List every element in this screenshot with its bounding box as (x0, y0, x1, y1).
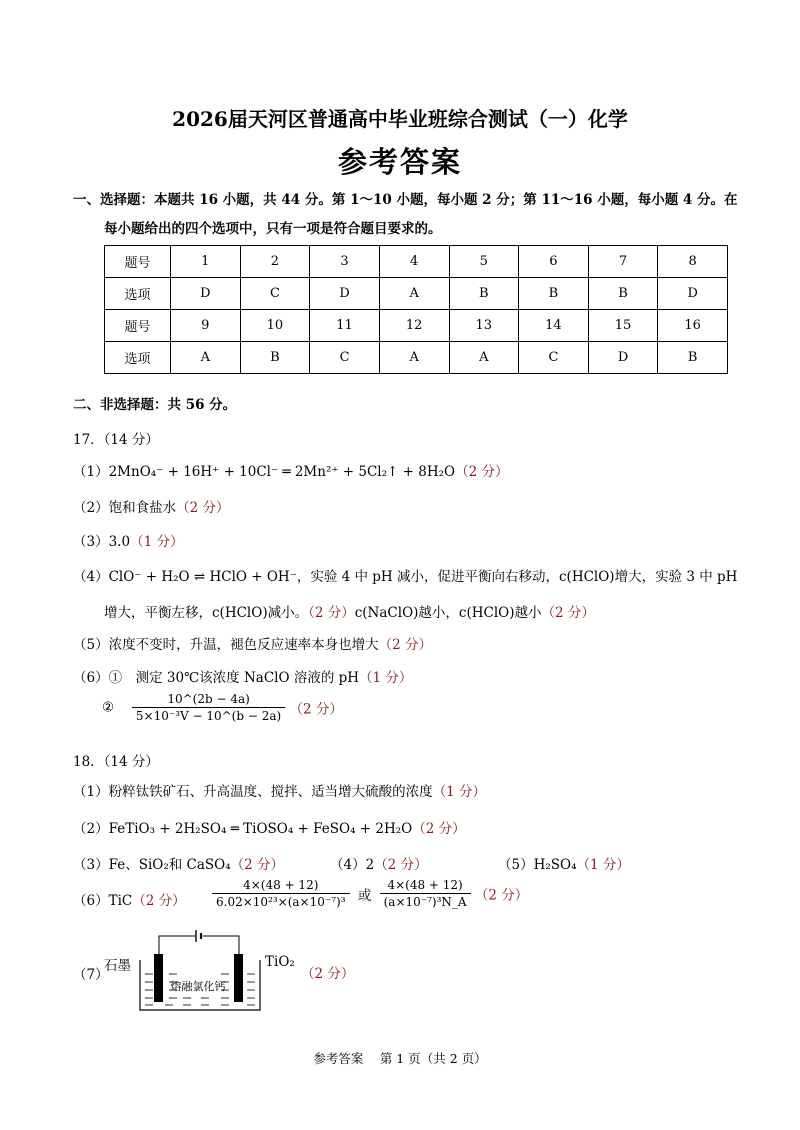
equation: FeTiO₃ + 2H₂SO₄ ═ TiOSO₄ + FeSO₄ + 2H₂O (108, 821, 413, 837)
table-row (105, 342, 728, 374)
answer-text: Fe、SiO₂和 CaSO₄ (108, 857, 231, 873)
fraction (132, 692, 285, 723)
circled-number: ② (102, 699, 115, 716)
score: （2 分） (474, 887, 529, 904)
q17-part1 (73, 460, 508, 480)
section1-instructions-line2: 每小题给出的四个选项中，只有一项是符合题目要求的。 (104, 221, 442, 237)
score: （1 分） (130, 534, 184, 550)
table-cell: 6 (519, 246, 589, 278)
q17-heading: 17．（14 分） (73, 432, 159, 448)
q18-heading: 18．（14 分） (73, 754, 159, 770)
electrolysis-cell-diagram (135, 924, 265, 1016)
table-row (105, 246, 728, 278)
score: （2 分） (308, 605, 355, 621)
part-label: （5） (498, 857, 534, 873)
denominator: (a×10⁻⁷)³N_A (383, 895, 467, 909)
q17-part5 (73, 633, 432, 653)
q17-part4-line1 (73, 565, 737, 585)
part-label: （3） (73, 534, 109, 550)
numerator: 4×(48 + 12) (380, 878, 471, 894)
q18-part2 (73, 817, 466, 837)
table-cell: 9 (171, 310, 241, 342)
table-cell: 8 (658, 246, 728, 278)
table-cell: D (658, 278, 728, 310)
score: （2 分） (374, 857, 428, 873)
or-text: 或 (357, 887, 372, 904)
table-cell: D (310, 278, 380, 310)
table-cell: D (171, 278, 241, 310)
part-label: （2） (73, 500, 109, 516)
part-label: （1） (73, 464, 109, 480)
table-cell: 16 (658, 310, 728, 342)
table-cell: 2 (240, 246, 310, 278)
page-title: 2026届天河区普通高中毕业班综合测试（一）化学 (172, 107, 628, 131)
melt-label: 熔融氯化钙 (170, 980, 226, 993)
equation: 2MnO₄⁻ + 16H⁺ + 10Cl⁻ ═ 2Mn²⁺ + 5Cl₂↑ + 8H₂O (108, 464, 456, 480)
table-cell: A (449, 342, 519, 374)
table-cell: 14 (519, 310, 589, 342)
numerator: 10^(2b − 4a) (132, 692, 285, 708)
table-cell: 选项 (105, 278, 171, 310)
q18-part6-label (73, 889, 186, 909)
answer-text: 测定 30℃该浓度 NaClO 溶液的 pH (135, 670, 360, 686)
score: （2 分） (455, 464, 509, 480)
part-label: （6） (73, 670, 109, 686)
tio2-electrode (234, 954, 243, 1002)
q17-part6-1 (73, 666, 412, 686)
denominator: 5×10⁻³V − 10^(b − 2a) (135, 709, 282, 723)
q17-part4-line2 (104, 601, 595, 621)
numerator: 4×(48 + 12) (212, 878, 350, 894)
page-subtitle: 参考答案 (337, 145, 462, 179)
answer-text: TiC (108, 893, 133, 909)
table-cell: C (519, 342, 589, 374)
label-tio2: TiO₂ (265, 954, 295, 970)
q18-part6-formulas (212, 878, 528, 909)
answer-text: 增大，平衡左移，c(HClO)减小。 (104, 605, 309, 621)
part-label: （6） (73, 893, 109, 909)
circled-number: ① (108, 670, 123, 686)
section1-instructions-line1: 一、选择题：本题共 16 小题，共 44 分。第 1～10 小题，每小题 2 分；第 11～16 小题，每小题 4 分。在 (73, 192, 738, 208)
table-cell: A (379, 342, 449, 374)
table-cell: 11 (310, 310, 380, 342)
score: （2 分） (412, 821, 466, 837)
table-cell: B (449, 278, 519, 310)
score: （1 分） (576, 857, 630, 873)
part-label: （4） (330, 857, 366, 873)
part-label: （1） (73, 784, 109, 800)
score: （2 分） (301, 966, 355, 982)
answer-text: 3.0 (108, 534, 131, 550)
answer-text: H₂SO₄ (533, 857, 577, 873)
score: （1 分） (432, 784, 486, 800)
score: （2 分） (230, 857, 285, 873)
table-cell: 选项 (105, 342, 171, 374)
answer-table (104, 245, 728, 374)
q18-part4 (330, 853, 428, 873)
table-row (105, 310, 728, 342)
section2-heading: 二、非选择题：共 56 分。 (73, 397, 237, 413)
table-cell: A (171, 342, 241, 374)
table-cell: B (658, 342, 728, 374)
score: （2 分） (176, 500, 230, 516)
table-cell: 7 (588, 246, 658, 278)
table-cell: A (379, 278, 449, 310)
graphite-electrode (154, 954, 163, 1002)
table-cell: 12 (379, 310, 449, 342)
answer-text: c(NaClO)越小，c(HClO)越小 (354, 605, 542, 621)
answer-text: 2 (365, 857, 375, 873)
answer-text: 饱和食盐水 (108, 500, 177, 516)
q18-part3 (73, 853, 284, 873)
score: （1 分） (359, 670, 413, 686)
table-cell: 10 (240, 310, 310, 342)
table-cell: 题号 (105, 246, 171, 278)
part-label: （3） (73, 857, 109, 873)
fraction (212, 878, 350, 909)
table-cell: C (240, 278, 310, 310)
part-label: （2） (73, 821, 109, 837)
q18-part5 (498, 853, 630, 873)
table-cell: 1 (171, 246, 241, 278)
table-cell: D (588, 342, 658, 374)
score: （2 分） (132, 893, 186, 909)
answer-text: ClO⁻ + H₂O ⇌ HClO + OH⁻，实验 4 中 pH 减小，促进平衡向右移动，c(HClO)增大，实验 3 中 pH (108, 569, 738, 585)
score: （2 分） (289, 701, 343, 718)
fraction (380, 878, 471, 909)
part-label: （5） (73, 637, 109, 653)
answer-text: 浓度不变时，升温，褪色反应速率本身也增大 (108, 637, 379, 653)
q18-part7-label: （7） (73, 967, 109, 983)
table-cell: 15 (588, 310, 658, 342)
score: （2 分） (378, 637, 432, 653)
q18-part1 (73, 780, 486, 800)
q17-part6-2 (102, 692, 343, 723)
table-row (105, 278, 728, 310)
part-label: （4） (73, 569, 109, 585)
table-cell: B (588, 278, 658, 310)
page-footer: 参考答案 第 1 页（共 2 页） (313, 1051, 487, 1066)
table-cell: 3 (310, 246, 380, 278)
table-cell: 5 (449, 246, 519, 278)
label-graphite: 石墨 (104, 958, 131, 974)
q17-part2 (73, 496, 229, 516)
table-cell: B (240, 342, 310, 374)
table-cell: 13 (449, 310, 519, 342)
table-cell: 题号 (105, 310, 171, 342)
score: （2 分） (541, 605, 595, 621)
table-cell: C (310, 342, 380, 374)
answer-text: 粉粹钛铁矿石、升高温度、搅拌、适当增大硫酸的浓度 (108, 784, 433, 800)
table-cell: 4 (379, 246, 449, 278)
table-cell: B (519, 278, 589, 310)
denominator: 6.02×10²³×(a×10⁻⁷)³ (216, 895, 346, 909)
q17-part3 (73, 530, 183, 550)
